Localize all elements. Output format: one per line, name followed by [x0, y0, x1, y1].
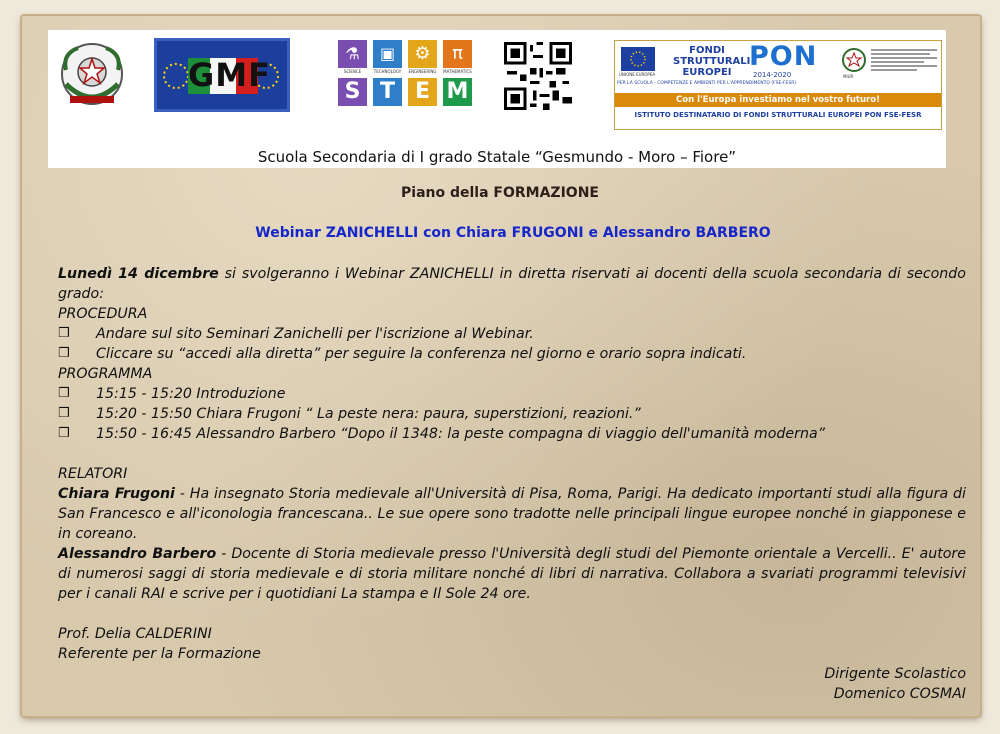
intro-date: Lunedì 14 dicembre [58, 266, 219, 282]
programma-item: 15:20 - 15:50 Chiara Frugoni “ La peste nera: paura, superstizioni, reazioni.” [96, 406, 641, 422]
pon-logo-text: PON [749, 41, 818, 72]
programma-item: 15:15 - 15:20 Introduzione [96, 386, 286, 402]
stem-label: TECHNOLOGY [373, 69, 402, 74]
qr-code-icon [504, 42, 572, 110]
checkbox-bullet-icon: ❒ [58, 346, 70, 361]
republic-emblem-small-icon [841, 47, 867, 73]
stem-label: ENGINEERING [408, 69, 437, 74]
referente-role: Referente per la Formazione [58, 646, 261, 662]
technology-icon: ▣ [373, 40, 402, 68]
fondi-text: FONDI [689, 45, 725, 56]
dirigente-role: Dirigente Scolastico [824, 666, 966, 682]
stem-letter: T [373, 78, 402, 106]
header-banner [48, 30, 946, 168]
dirigente-signature [824, 664, 966, 704]
stem-letter: M [443, 78, 472, 106]
checkbox-bullet-icon: ❒ [58, 426, 70, 441]
eu-flag-icon [621, 47, 655, 71]
europei-text: EUROPEI [682, 67, 732, 78]
frugoni-bio [58, 484, 966, 544]
strutturali-text: STRUTTURALI [673, 56, 751, 67]
fondi-strutturali-text [673, 45, 751, 78]
list-item [58, 324, 966, 344]
frugoni-name: Chiara Frugoni [58, 486, 175, 502]
stem-label: MATHEMATICS [443, 69, 472, 74]
ue-label: UNIONE EUROPEA [619, 72, 656, 77]
spacer [58, 444, 966, 464]
miur-label: MIUR [843, 74, 854, 79]
italian-republic-emblem-icon [56, 40, 128, 112]
engineering-gear-icon: ⚙ [408, 40, 437, 68]
programma-heading: PROGRAMMA [58, 366, 153, 382]
stem-letter: E [408, 78, 437, 106]
programma-item: 15:50 - 16:45 Alessandro Barbero “Dopo il 1348: la peste compagna di viaggio dell'umanità moderna” [96, 426, 825, 442]
pon-istituto-text: ISTITUTO DESTINATARIO DI FONDI STRUTTURALI EUROPEI PON FSE-FESR [634, 111, 922, 119]
pon-years: 2014-2020 [753, 71, 792, 79]
gmf-logo [154, 38, 290, 112]
intro-text: si svolgeranno i Webinar ZANICHELLI in diretta riservati ai docenti della scuola secondaria di secondo grado: [58, 266, 966, 302]
dirigente-name: Domenico COSMAI [833, 686, 966, 702]
ministry-fine-print [871, 47, 937, 73]
science-icon: ⚗ [338, 40, 367, 68]
list-item [58, 344, 966, 364]
checkbox-bullet-icon: ❒ [58, 326, 70, 341]
barbero-text: - Docente di Storia medievale presso l'Università degli studi del Piemonte orientale a Vercelli.. E' autore di numerosi saggi di storia medievale e di storia militare nonché di libri di narrativa. Collabora a svariati programmi televisivi per i canali RAI e scrive per i quotidiani La stampa e Il Sole 24 ore. [58, 546, 966, 602]
pon-slogan: Con l'Europa investiamo nel vostro futuro! [615, 93, 941, 107]
barbero-bio [58, 544, 966, 604]
pon-banner [614, 40, 942, 130]
barbero-name: Alessandro Barbero [58, 546, 217, 562]
frugoni-text: - Ha insegnato Storia medievale all'Università di Pisa, Roma, Parigi. Ha dedicato importanti studi alla figura di San Francesco e all'iconologia francescana.. Le sue opere sono tradotte nelle principali lingue europee nonché in giapponese e in coreano. [58, 486, 966, 542]
procedura-item: Andare sul sito Seminari Zanichelli per l'iscrizione al Webinar. [96, 326, 534, 342]
stem-letter: S [338, 78, 367, 106]
pon-scuola-text: PER LA SCUOLA - COMPETENZE E AMBIENTI PER L'APPRENDIMENTO (FSE-FESR) [617, 81, 797, 86]
procedura-heading: PROCEDURA [58, 306, 148, 322]
stem-logo [338, 40, 472, 114]
procedura-item: Cliccare su “accedi alla diretta” per seguire la conferenza nel giorno e orario sopra indicati. [96, 346, 747, 362]
list-item [58, 404, 966, 424]
school-name: Scuola Secondaria di I grado Statale “Gesmundo - Moro – Fiore” [257, 148, 737, 166]
stem-label: SCIENCE [343, 69, 362, 74]
page-title: Piano della FORMAZIONE [401, 185, 599, 201]
checkbox-bullet-icon: ❒ [58, 386, 70, 401]
mathematics-pi-icon: π [443, 40, 472, 68]
document-body [58, 264, 966, 664]
intro-paragraph [58, 264, 966, 304]
spacer [58, 604, 966, 624]
relatori-heading: RELATORI [58, 466, 128, 482]
list-item [58, 384, 966, 404]
list-item [58, 424, 966, 444]
gmf-logo-text: GMF [188, 56, 271, 94]
checkbox-bullet-icon: ❒ [58, 406, 70, 421]
referente-name: Prof. Delia CALDERINI [58, 626, 212, 642]
webinar-subtitle: Webinar ZANICHELLI con Chiara FRUGONI e Alessandro BARBERO [255, 225, 771, 241]
